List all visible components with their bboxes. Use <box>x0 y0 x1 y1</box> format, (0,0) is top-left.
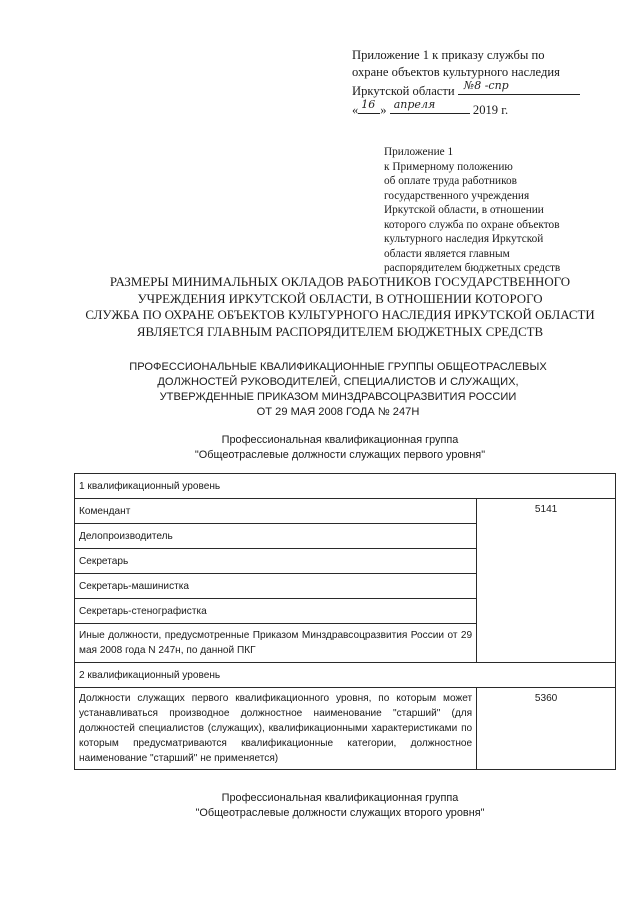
quote-close: » <box>380 103 387 117</box>
appendix-1-region: Иркутской области <box>352 84 455 98</box>
section-title-line: ОТ 29 МАЯ 2008 ГОДА № 247Н <box>256 406 420 418</box>
group-2-heading <box>0 791 640 821</box>
level-1-salary: 5141 <box>477 499 616 663</box>
appendix-2-line: Приложение 1 <box>384 146 454 158</box>
main-title-line: РАЗМЕРЫ МИНИМАЛЬНЫХ ОКЛАДОВ РАБОТНИКОВ ГОСУДАРСТВЕННОГО <box>109 275 571 289</box>
level-2-header: 2 квалификационный уровень <box>75 663 616 688</box>
position-cell: Секретарь-стенографистка <box>75 599 477 624</box>
position-cell: Делопроизводитель <box>75 524 477 549</box>
main-title-line: СЛУЖБА ПО ОХРАНЕ ОБЪЕКТОВ КУЛЬТУРНОГО НАСЛЕДИЯ ИРКУТСКОЙ ОБЛАСТИ <box>85 308 595 322</box>
group-2-label: Профессиональная квалификационная группа <box>221 792 459 804</box>
main-title-line: ЯВЛЯЕТСЯ ГЛАВНЫМ РАСПОРЯДИТЕЛЕМ БЮДЖЕТНЫХ СРЕДСТВ <box>136 324 544 339</box>
table-row <box>75 688 616 770</box>
group-1-name: "Общеотраслевые должности служащих первого уровня" <box>194 449 486 461</box>
appendix-2-block <box>384 145 560 276</box>
appendix-1-line: Приложение 1 к приказу службы по <box>352 48 545 62</box>
appendix-2-line: об оплате труда работников <box>384 175 517 187</box>
order-number-field <box>458 81 580 95</box>
section-title-line: ДОЛЖНОСТЕЙ РУКОВОДИТЕЛЕЙ, СПЕЦИАЛИСТОВ И СЛУЖАЩИХ, <box>157 376 519 388</box>
appendix-2-line: государственного учреждения <box>384 189 530 202</box>
appendix-2-line: культурного наследия Иркутской <box>384 233 544 245</box>
salary-table <box>74 473 616 770</box>
position-cell: Комендант <box>75 499 477 524</box>
main-title-line: УЧРЕЖДЕНИЯ ИРКУТСКОЙ ОБЛАСТИ, В ОТНОШЕНИИ КОТОРОГО <box>137 291 543 306</box>
appendix-2-line: Иркутской области, в отношении <box>384 204 544 216</box>
level-2-salary: 5360 <box>477 688 616 770</box>
day-handwritten: 16 <box>361 98 376 111</box>
section-title <box>0 360 640 420</box>
appendix-2-line: которого служба по охране объектов <box>384 218 560 231</box>
order-number-handwritten: №8 -спр <box>463 79 509 92</box>
position-cell: Иные должности, предусмотренные Приказом Минздравсоцразвития России от 29 мая 2008 года N 247н, по данной ПКГ <box>75 624 477 663</box>
section-title-line: УТВЕРЖДЕННЫЕ ПРИКАЗОМ МИНЗДРАВСОЦРАЗВИТИЯ РОССИИ <box>159 391 517 403</box>
level-1-header: 1 квалификационный уровень <box>75 474 616 499</box>
group-2-name: "Общеотраслевые должности служащих второго уровня" <box>195 807 485 819</box>
table-row <box>75 663 616 688</box>
day-field <box>358 100 380 114</box>
appendix-1-line <box>352 81 580 100</box>
group-1-label: Профессиональная квалификационная группа <box>221 434 459 446</box>
section-title-line: ПРОФЕССИОНАЛЬНЫЕ КВАЛИФИКАЦИОННЫЕ ГРУППЫ ОБЩЕОТРАСЛЕВЫХ <box>129 361 547 373</box>
table-row <box>75 499 616 524</box>
month-handwritten: апреля <box>393 98 436 111</box>
table-row <box>75 474 616 499</box>
appendix-2-line: области является главным <box>384 247 510 260</box>
quote-open: « <box>352 103 359 117</box>
appendix-2-line: распорядителем бюджетных средств <box>384 262 561 274</box>
main-title <box>0 274 640 340</box>
position-cell: Секретарь <box>75 549 477 574</box>
year: 2019 г. <box>472 103 509 117</box>
group-1-heading <box>0 433 640 463</box>
appendix-1-line: охране объектов культурного наследия <box>352 65 560 79</box>
appendix-2-line: к Примерному положению <box>384 160 513 173</box>
position-cell: Должности служащих первого квалификационного уровня, по которым может устанавливаться производное должностное наименование "старший" (для должностей специалистов (служащих), квалификационными характеристиками по которым предусматриваются квалификационные категории, должностное наименование "старший" не применяется) <box>75 688 477 770</box>
appendix-1-date-line <box>352 100 580 119</box>
position-cell: Секретарь-машинистка <box>75 574 477 599</box>
appendix-1-block <box>352 47 580 119</box>
month-field <box>390 100 470 114</box>
